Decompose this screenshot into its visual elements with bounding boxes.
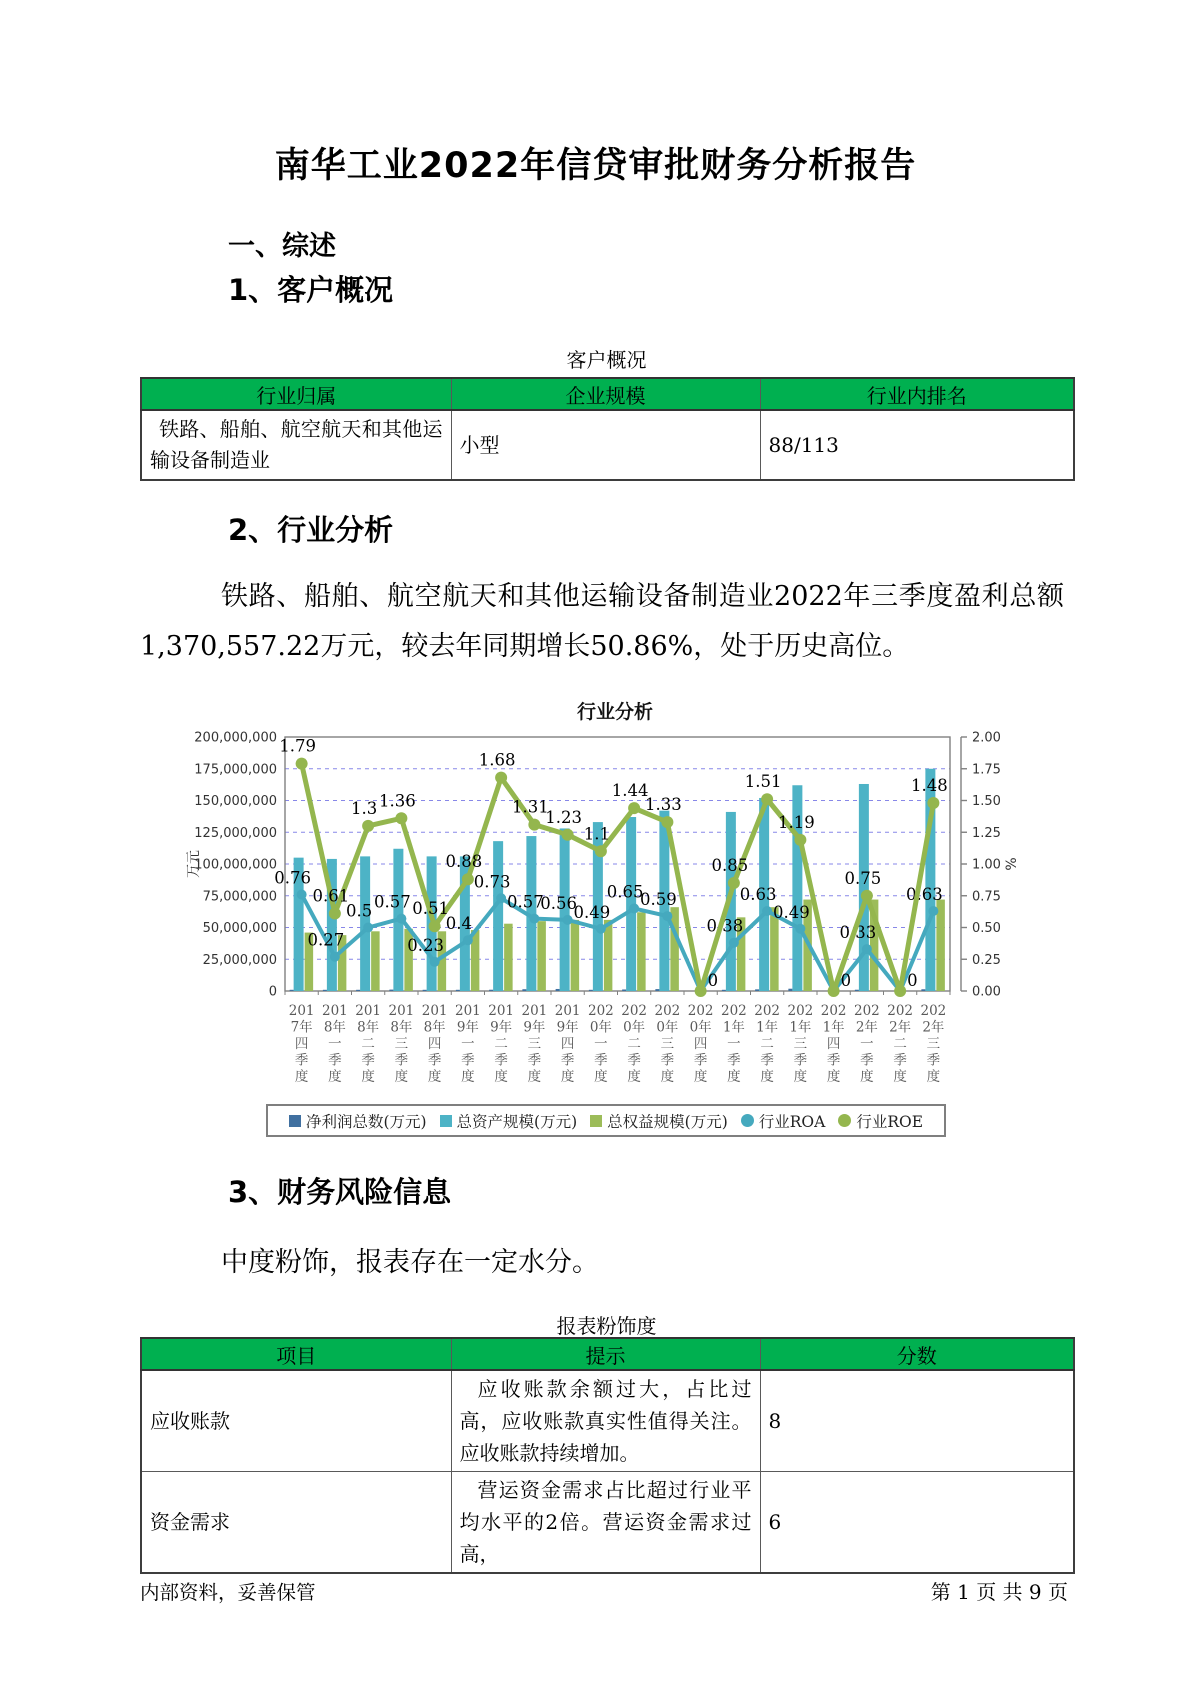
data-label-行业ROE: 1.19 [778,812,815,832]
legend-label: 净利润总数(万元) [305,1112,427,1131]
risk-table-row-receivables [141,1370,1074,1472]
x-axis-category-label: 度 [860,1069,874,1085]
marker-行业ROE [927,797,939,809]
x-axis-category-label: 季 [560,1052,575,1069]
x-axis-category-label: 二 [760,1036,774,1052]
y-axis-left-tick: 0 [268,984,277,1000]
y-axis-left-tick: 175,000,000 [194,762,277,778]
x-axis-category-label: 一 [328,1036,342,1052]
data-label-行业ROE: 1.36 [379,791,416,811]
x-axis-category-label: 季 [494,1052,508,1069]
marker-行业ROE [894,985,906,997]
data-label-行业ROA: 0.73 [473,872,511,892]
y-axis-right-tick: 1.00 [972,857,1001,873]
x-axis-category-label: 201 [321,1003,348,1019]
bar-净利润总数(万元) [722,990,726,991]
x-axis-category-label: 季 [727,1052,741,1069]
data-label-行业ROE: 0.51 [412,899,449,919]
risk-table-header-item: 项目 [141,1338,451,1370]
data-label-行业ROA: 0.59 [640,890,677,910]
x-axis-category-label: 201 [554,1003,581,1019]
x-axis-category-label: 201 [488,1003,515,1019]
x-axis-category-label: 二 [361,1036,375,1052]
x-axis-category-label: 三 [394,1036,409,1052]
data-label-行业ROE: 1.44 [611,781,649,801]
legend-item [838,1110,923,1132]
data-label-行业ROE: 1.48 [911,776,948,796]
bar-净利润总数(万元) [788,989,792,991]
x-axis-category-label: 202 [853,1003,880,1019]
x-axis-category-label: 8年 [357,1019,380,1036]
marker-行业ROA [629,903,639,913]
customer-table-row [141,410,1074,480]
marker-行业ROE [429,920,441,932]
x-axis-category-label: 1年 [756,1019,779,1036]
y-axis-left-label: 万元 [186,850,202,878]
data-label-行业ROA: 0.49 [573,902,611,922]
x-axis-category-label: 季 [328,1052,342,1069]
x-axis-category-label: 202 [920,1003,947,1019]
x-axis-category-label: 一 [860,1036,874,1052]
x-axis-category-label: 季 [893,1052,907,1069]
x-axis-category-label: 201 [388,1003,415,1019]
data-label-行业ROA: 0.33 [839,923,877,943]
x-axis-category-label: 四 [294,1036,309,1052]
x-axis-category-label: 201 [421,1003,448,1019]
x-axis-category-label: 二 [893,1036,907,1052]
industry-paragraph-line1: 铁路、船舶、航空航天和其他运输设备制造业2022年三季度盈利总额 [221,581,1064,612]
bar-净利润总数(万元) [589,990,593,991]
x-axis-category-label: 季 [361,1052,375,1069]
industry-analysis-chart [130,690,1050,1100]
marker-行业ROA [762,906,772,916]
legend-marker-icon [590,1115,602,1127]
x-axis-category-label: 2年 [889,1019,912,1036]
x-axis-category-label: 季 [693,1052,708,1069]
risk-score-cell: 6 [760,1472,1074,1574]
x-axis-category-label: 9年 [523,1019,546,1036]
marker-行业ROE [495,772,507,784]
marker-行业ROE [828,985,840,997]
marker-行业ROE [861,890,873,902]
heading-overview: 一、综述 [228,231,336,262]
risk-paragraph: 中度粉饰，报表存在一定水分。 [221,1247,599,1278]
legend-item [741,1110,826,1132]
x-axis-category-label: 四 [560,1036,575,1052]
x-axis-category-label: 一 [727,1036,741,1052]
x-axis-category-label: 度 [394,1069,409,1085]
x-axis-category-label: 1年 [789,1019,812,1036]
heading-industry-analysis: 2、行业分析 [228,513,394,547]
x-axis-category-label: 202 [887,1003,914,1019]
x-axis-category-label: 季 [660,1052,675,1069]
legend-marker-icon [289,1115,301,1127]
x-axis-category-label: 度 [793,1069,808,1085]
bar-总权益规模(万元) [670,907,679,991]
legend-marker-icon [440,1115,452,1127]
x-axis-category-label: 202 [820,1003,847,1019]
risk-hint-cell: 营运资金需求占比超过行业平均水平的2倍。营运资金需求过高， [451,1472,760,1574]
marker-行业ROE [362,820,374,832]
data-label-行业ROA: 0.27 [307,930,345,950]
marker-行业ROE [462,873,474,885]
x-axis-category-label: 三 [793,1036,808,1052]
marker-行业ROE [728,877,740,889]
x-axis-category-label: 季 [793,1052,808,1069]
x-axis-category-label: 202 [587,1003,614,1019]
x-axis-category-label: 201 [454,1003,481,1019]
customer-industry-cell: 铁路、船舶、航空航天和其他运输设备制造业 [141,410,451,480]
x-axis-category-label: 度 [727,1069,741,1085]
marker-行业ROA [795,924,805,934]
x-axis-category-label: 三 [926,1036,941,1052]
bar-净利润总数(万元) [423,990,427,991]
data-label-行业ROA: 0.63 [739,884,777,904]
x-axis-category-label: 9年 [490,1019,513,1036]
marker-行业ROA [928,906,938,916]
risk-item-cell: 应收账款 [141,1370,451,1472]
x-axis-category-label: 8年 [423,1019,446,1036]
x-axis-category-label: 季 [527,1052,542,1069]
risk-table-header-score: 分数 [760,1338,1074,1370]
x-axis-category-label: 季 [760,1052,774,1069]
y-axis-left-tick: 150,000,000 [194,794,277,809]
customer-table [140,377,1075,481]
data-label-行业ROA: 0.57 [507,892,544,912]
risk-table [140,1337,1075,1574]
heading-financial-risk: 3、财务风险信息 [228,1175,452,1209]
x-axis-category-label: 0年 [689,1019,712,1036]
marker-行业ROA [596,924,606,934]
data-label-行业ROE: 1.79 [279,736,316,756]
bar-净利润总数(万元) [323,990,327,991]
risk-table-caption: 报表粉饰度 [556,1314,657,1338]
x-axis-category-label: 度 [461,1069,475,1085]
customer-table-header-row [141,378,1074,410]
marker-行业ROA [297,889,307,899]
page-footer [140,1576,1068,1605]
y-axis-right-tick: 1.75 [972,762,1001,778]
x-axis-category-label: 度 [660,1069,675,1085]
x-axis-category-label: 度 [826,1069,841,1085]
marker-行业ROE [761,793,773,805]
data-label-行业ROA: 0.5 [346,901,373,921]
marker-行业ROA [430,957,440,967]
y-axis-right-tick: 2.00 [972,730,1001,746]
x-axis-category-label: 1年 [722,1019,745,1036]
risk-score-cell: 8 [760,1370,1074,1472]
marker-行业ROE [528,819,540,831]
data-label-行业ROE: 0.75 [844,868,882,888]
x-axis-category-label: 度 [926,1069,941,1085]
y-axis-right-label: % [1004,857,1020,871]
x-axis-category-label: 202 [687,1003,714,1019]
x-axis-category-label: 8年 [390,1019,413,1036]
marker-行业ROE [661,816,673,828]
customer-scale-cell: 小型 [451,410,760,480]
data-label-行业ROE: 1.33 [645,795,682,815]
x-axis-category-label: 季 [427,1052,442,1069]
data-label-行业ROA: 0.65 [606,882,644,902]
risk-table-header-row [141,1338,1074,1370]
x-axis-category-label: 度 [760,1069,774,1085]
x-axis-category-label: 9年 [556,1019,579,1036]
bar-净利润总数(万元) [356,990,360,991]
x-axis-category-label: 四 [693,1036,708,1052]
x-axis-category-label: 0年 [656,1019,679,1036]
data-label-行业ROE: 1.68 [478,750,516,770]
marker-行业ROE [695,985,707,997]
x-axis-category-label: 一 [461,1036,475,1052]
data-label-行业ROA: 0.76 [274,868,311,888]
marker-行业ROA [463,935,473,945]
x-axis-category-label: 201 [288,1003,315,1019]
x-axis-category-label: 三 [660,1036,675,1052]
data-label-行业ROA: 0.56 [540,893,577,913]
x-axis-category-label: 202 [621,1003,648,1019]
data-label-行业ROE: 1.1 [583,824,610,844]
x-axis-category-label: 四 [427,1036,442,1052]
x-axis-category-label: 度 [427,1069,442,1085]
marker-行业ROE [628,802,640,814]
data-label-行业ROE: 1.23 [545,807,582,827]
bar-总资产规模(万元) [493,841,503,991]
data-label-行业ROE: 0.85 [711,856,749,876]
bar-总权益规模(万元) [371,931,380,991]
data-label-行业ROA: 0.49 [773,902,810,922]
x-axis-category-label: 度 [527,1069,542,1085]
bar-净利润总数(万元) [755,989,759,991]
y-axis-left-tick: 100,000,000 [194,857,277,873]
x-axis-category-label: 季 [627,1052,641,1069]
marker-行业ROE [296,758,308,770]
marker-行业ROA [396,914,406,924]
marker-行业ROA [729,938,739,948]
marker-行业ROE [595,845,607,857]
marker-行业ROA [330,952,340,962]
x-axis-category-label: 度 [893,1069,907,1085]
page-title: 南华工业2022年信贷审批财务分析报告 [274,146,917,186]
x-axis-category-label: 202 [654,1003,681,1019]
x-axis-category-label: 2年 [922,1019,945,1036]
marker-行业ROE [329,908,341,920]
data-label-行业ROE: 0.88 [445,852,483,872]
chart-title: 行业分析 [576,701,653,723]
bar-净利润总数(万元) [456,990,460,991]
bar-净利润总数(万元) [489,990,493,991]
marker-行业ROE [562,829,574,841]
x-axis-category-label: 9年 [456,1019,479,1036]
footer-confidential-note: 内部资料，妥善保管 [140,1581,316,1604]
data-label-行业ROE: 0 [907,971,918,990]
x-axis-category-label: 季 [926,1052,941,1069]
y-axis-right-tick: 1.25 [972,825,1001,841]
bar-总权益规模(万元) [637,912,646,991]
risk-table-row-funding [141,1472,1074,1574]
y-axis-right-tick: 1.50 [972,794,1001,809]
bar-净利润总数(万元) [855,990,859,991]
data-label-行业ROA: 0.38 [706,916,744,936]
data-label-行业ROE: 1.3 [351,798,378,818]
x-axis-category-label: 一 [594,1036,608,1052]
x-axis-category-label: 0年 [589,1019,612,1036]
x-axis-category-label: 季 [461,1052,475,1069]
y-axis-right-tick: 0.00 [972,984,1001,1000]
customer-rank-cell: 88/113 [760,410,1074,480]
bar-净利润总数(万元) [622,989,626,991]
data-label-行业ROE: 0 [840,971,852,990]
footer-page-number: 第 1 页 共 9 页 [930,1580,1068,1604]
marker-行业ROA [529,914,539,924]
x-axis-category-label: 度 [594,1069,608,1085]
x-axis-category-label: 202 [720,1003,747,1019]
x-axis-category-label: 度 [560,1069,575,1085]
bar-净利润总数(万元) [921,989,925,991]
x-axis-category-label: 季 [294,1052,309,1069]
bar-总权益规模(万元) [571,920,580,991]
y-axis-left-tick: 200,000,000 [194,730,277,746]
bar-净利润总数(万元) [655,989,659,991]
data-label-行业ROE: 1.31 [512,797,549,817]
x-axis-category-label: 7年 [290,1019,313,1036]
customer-table-header-rank: 行业内排名 [760,378,1074,410]
customer-table-header-scale: 企业规模 [451,378,760,410]
marker-行业ROA [662,911,672,921]
legend-label: 总权益规模(万元) [607,1112,728,1131]
customer-table-header-industry: 行业归属 [141,378,451,410]
x-axis-category-label: 二 [494,1036,508,1052]
legend-marker-icon [838,1114,851,1127]
industry-paragraph-line2: 1,370,557.22万元，较去年同期增长50.86%，处于历史高位。 [140,631,910,662]
bar-总权益规模(万元) [504,924,513,991]
risk-table-header-hint: 提示 [451,1338,760,1370]
x-axis-category-label: 季 [860,1052,874,1069]
y-axis-left-tick: 50,000,000 [202,921,277,936]
data-label-行业ROA: 0.57 [374,892,411,912]
bar-净利润总数(万元) [556,989,560,991]
x-axis-category-label: 季 [826,1052,841,1069]
risk-item-cell: 资金需求 [141,1472,451,1574]
x-axis-category-label: 8年 [323,1019,346,1036]
x-axis-category-label: 三 [527,1036,542,1052]
marker-行业ROA [862,944,872,954]
data-label-行业ROA: 0.23 [407,935,444,955]
x-axis-category-label: 0年 [623,1019,646,1036]
customer-table-caption: 客户概况 [566,348,647,372]
legend-item [289,1110,427,1132]
x-axis-category-label: 季 [594,1052,608,1069]
data-label-行业ROE: 0.61 [312,886,350,906]
x-axis-category-label: 二 [627,1036,641,1052]
bar-净利润总数(万元) [389,990,393,991]
legend-item [440,1110,578,1132]
x-axis-category-label: 四 [826,1036,841,1052]
y-axis-left-tick: 25,000,000 [202,952,277,968]
y-axis-left-tick: 125,000,000 [194,825,277,841]
marker-行业ROE [794,834,806,846]
x-axis-category-label: 202 [787,1003,814,1019]
legend-item [590,1110,728,1132]
data-label-行业ROA: 0.4 [445,914,472,934]
y-axis-right-tick: 0.50 [972,921,1001,936]
marker-行业ROA [363,923,373,933]
x-axis-category-label: 度 [294,1069,309,1085]
x-axis-category-label: 度 [627,1069,641,1085]
y-axis-right-tick: 0.75 [972,889,1001,905]
chart-legend [266,1104,946,1137]
marker-行业ROE [395,812,407,824]
legend-label: 总资产规模(万元) [456,1112,578,1131]
x-axis-category-label: 202 [754,1003,781,1019]
legend-marker-icon [741,1114,754,1127]
marker-行业ROA [563,915,573,925]
bar-净利润总数(万元) [522,989,526,991]
data-label-行业ROE: 0 [707,971,719,990]
bar-总权益规模(万元) [537,921,546,991]
x-axis-category-label: 度 [693,1069,708,1085]
x-axis-category-label: 201 [355,1003,382,1019]
x-axis-category-label: 度 [361,1069,375,1085]
x-axis-category-label: 201 [521,1003,548,1019]
data-label-行业ROE: 1.51 [744,772,782,792]
heading-customer-profile: 1、客户概况 [228,273,394,307]
y-axis-right-tick: 0.25 [972,952,1001,968]
legend-label: 行业ROE [856,1112,924,1131]
legend-label: 行业ROA [758,1112,826,1131]
x-axis-category-label: 度 [328,1069,342,1085]
x-axis-category-label: 季 [394,1052,409,1069]
x-axis-category-label: 2年 [855,1019,878,1036]
bar-净利润总数(万元) [290,990,294,991]
risk-hint-cell: 应收账款余额过大，占比过高，应收账款真实性值得关注。应收账款持续增加。 [451,1370,760,1472]
data-label-行业ROA: 0.63 [906,884,943,904]
marker-行业ROA [496,893,506,903]
y-axis-left-tick: 75,000,000 [202,889,277,905]
x-axis-category-label: 度 [494,1069,508,1085]
x-axis-category-label: 1年 [822,1019,845,1036]
